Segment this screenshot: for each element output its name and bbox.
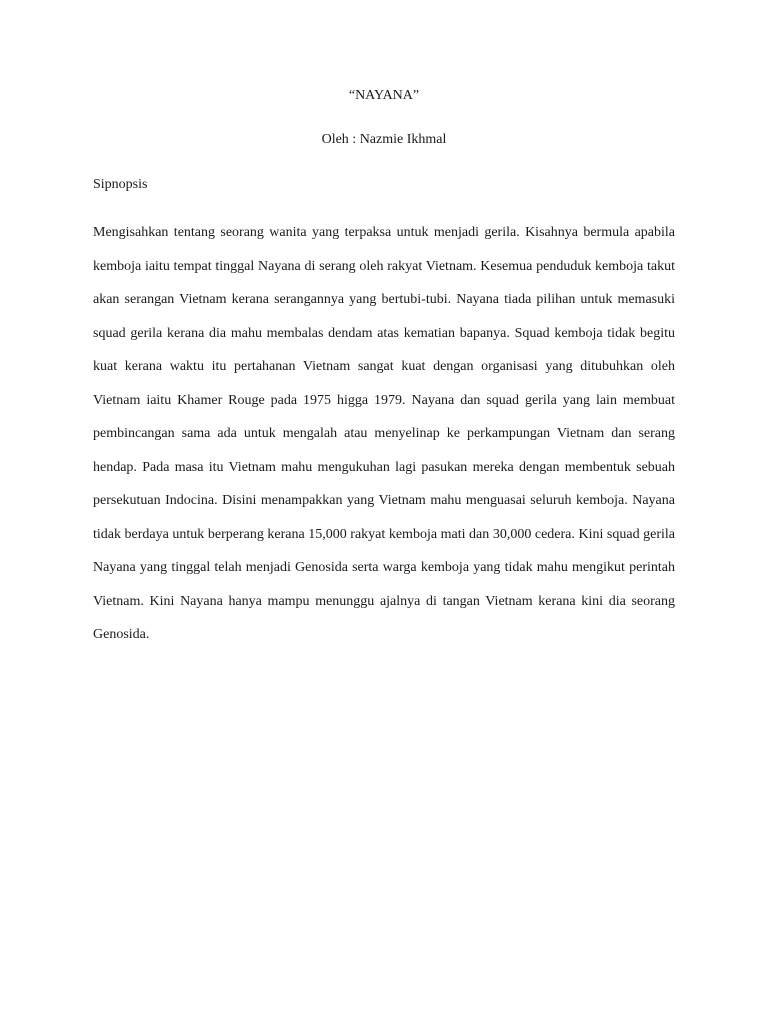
synopsis-paragraph: Mengisahkan tentang seorang wanita yang terpaksa untuk menjadi gerila. Kisahnya bermula apabila kemboja iaitu tempat tinggal Nayana di serang oleh rakyat Vietnam. Kesemua penduduk kemboja takut akan serangan Vietnam kerana serangannya yang bertubi-tubi. Nayana tiada pilihan untuk memasuki squad gerila kerana dia mahu membalas dendam atas kematian bapanya. Squad kemboja tidak begitu kuat kerana waktu itu pertahanan Vietnam sangat kuat dengan organisasi yang ditubuhkan oleh Vietnam iaitu Khamer Rouge pada 1975 higga 1979. Nayana dan squad gerila yang lain membuat pembincangan sama ada untuk mengalah atau menyelinap ke perkampungan Vietnam dan serang hendap. Pada masa itu Vietnam mahu mengukuhan lagi pasukan mereka dengan membentuk sebuah persekutuan Indocina. Disini menampakkan yang Vietnam mahu menguasai seluruh kemboja. Nayana tidak berdaya untuk berperang kerana 15,000 rakyat kemboja mati dan 30,000 cedera. Kini squad gerila Nayana yang tinggal telah menjadi Genosida serta warga kemboja yang tidak mahu mengikut perintah Vietnam. Kini Nayana hanya mampu menunggu ajalnya di tangan Vietnam kerana kini dia seorang Genosida. xyxy=(93,225,675,642)
document-title: “NAYANA” xyxy=(348,88,420,103)
section-heading: Sipnopsis xyxy=(93,177,148,192)
author-line: Oleh : Nazmie Ikhmal xyxy=(321,132,447,147)
